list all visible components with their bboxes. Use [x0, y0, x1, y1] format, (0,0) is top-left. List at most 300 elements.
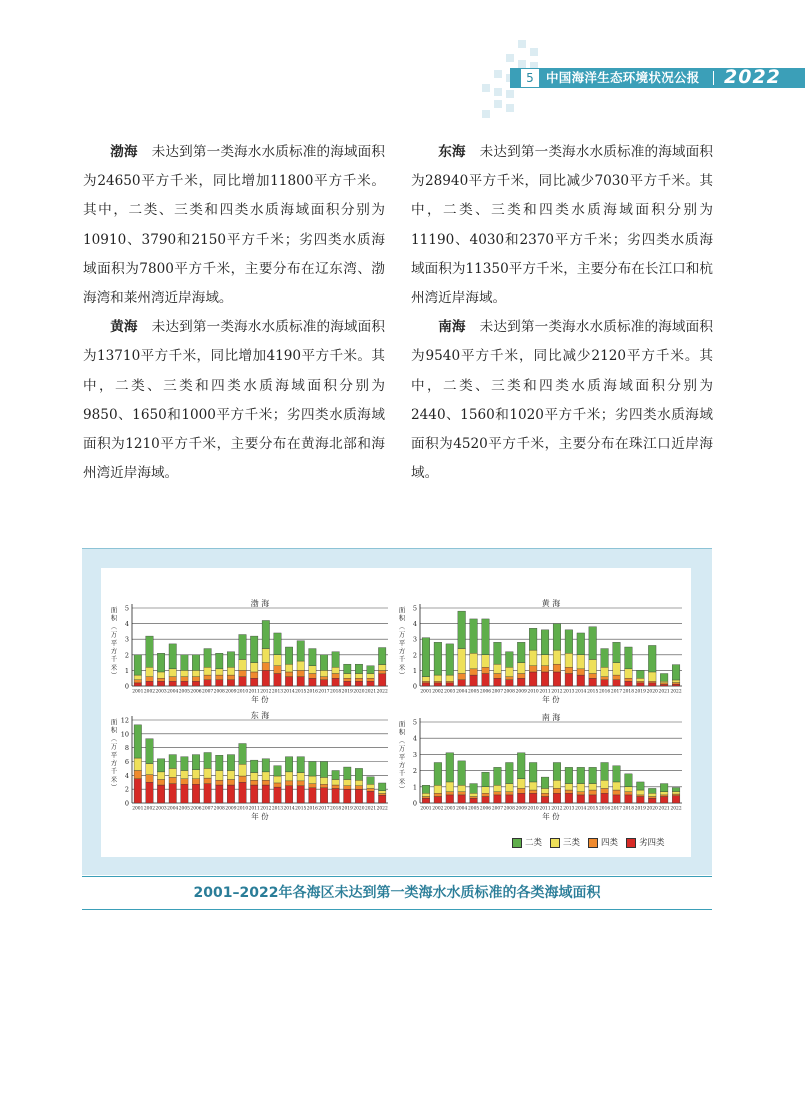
x-tick-label: 2016 — [598, 689, 611, 695]
bar-segment — [332, 779, 339, 785]
bar-segment — [274, 776, 281, 783]
chart-title: 黄 海 — [541, 599, 561, 608]
x-tick-label: 2010 — [527, 806, 539, 812]
x-tick-label: 2005 — [178, 689, 190, 695]
bar-segment — [458, 795, 466, 803]
bar-segment — [239, 670, 246, 676]
bar-segment — [169, 644, 176, 669]
x-tick-label: 2008 — [503, 806, 515, 812]
bar-segment — [309, 649, 316, 666]
bar-segment — [648, 793, 656, 796]
bar-segment — [239, 744, 246, 765]
x-tick-label: 2008 — [213, 806, 225, 812]
bar-segment — [181, 670, 188, 676]
y-tick-label: 3 — [124, 635, 129, 644]
y-axis-label-char: 方 — [398, 647, 406, 655]
y-axis-label-char: 米 — [110, 663, 118, 672]
bar-segment — [434, 675, 442, 681]
bar-segment — [169, 777, 176, 783]
section-heading: 东海 — [438, 144, 466, 160]
y-axis-label-char: 米 — [398, 777, 406, 786]
bar-segment — [320, 762, 327, 778]
x-tick-label: 2014 — [283, 689, 295, 695]
section-heading: 南海 — [438, 319, 466, 336]
bar-segment — [134, 680, 141, 683]
bar-segment — [672, 683, 680, 685]
bar-segment — [422, 785, 430, 793]
bar-segment — [332, 674, 339, 679]
bar-segment — [589, 784, 597, 790]
publication-year: 2022 — [724, 66, 781, 88]
bar-segment — [589, 678, 597, 686]
bar-segment — [250, 663, 257, 672]
bar-segment — [378, 670, 385, 673]
bar-segment — [553, 763, 561, 781]
bar-segment — [344, 789, 351, 803]
bar-segment — [332, 667, 339, 673]
bar-segment — [250, 672, 257, 678]
x-tick-label: 2015 — [587, 689, 599, 695]
bar-segment — [637, 797, 645, 803]
bar-segment — [660, 684, 668, 686]
x-tick-label: 2017 — [318, 806, 330, 812]
chart-title: 东 海 — [250, 711, 270, 720]
bar-segment — [192, 784, 199, 803]
bar-segment — [577, 655, 585, 669]
y-axis-label-char: 积 — [398, 614, 406, 623]
bar-segment — [422, 798, 430, 803]
x-tick-label: 2010 — [236, 806, 249, 812]
chart-title: 渤 海 — [250, 599, 270, 608]
bar-segment — [422, 638, 430, 677]
bar-segment — [250, 780, 257, 785]
x-tick-label: 2011 — [248, 689, 260, 695]
bar-segment — [494, 664, 502, 673]
y-tick-label: 10 — [120, 730, 129, 739]
bar-segment — [239, 635, 246, 660]
bar-segment — [625, 647, 633, 669]
y-axis-label-char: ︵ — [110, 622, 118, 631]
bar-segment — [169, 669, 176, 677]
bar-segment — [506, 652, 514, 668]
y-tick-label: 12 — [120, 716, 129, 725]
x-tick-label: 2009 — [225, 806, 237, 812]
bar-segment — [601, 667, 609, 676]
x-tick-label: 2012 — [260, 689, 272, 695]
bar-segment — [506, 795, 514, 803]
bar-segment — [541, 655, 549, 666]
bar-segment — [378, 795, 385, 803]
bar-segment — [250, 636, 257, 663]
bar-segment — [482, 772, 490, 787]
bar-segment — [589, 674, 597, 679]
bar-segment — [506, 677, 514, 680]
bar-segment — [470, 653, 478, 669]
legend-swatch — [626, 838, 636, 848]
x-tick-label: 2001 — [132, 689, 144, 695]
x-tick-label: 2022 — [670, 806, 682, 812]
x-tick-label: 2006 — [479, 806, 492, 812]
y-axis-label-char: 万 — [110, 630, 118, 639]
bar-segment — [367, 681, 374, 686]
bar-segment — [434, 797, 442, 803]
bar-segment — [553, 664, 561, 672]
bar-segment — [204, 680, 211, 686]
bar-segment — [146, 775, 153, 783]
bar-segment — [192, 779, 199, 785]
x-tick-label: 2006 — [190, 806, 202, 812]
legend-swatch — [512, 838, 522, 848]
bar-segment — [344, 786, 351, 789]
bar-segment — [285, 786, 292, 803]
bar-segment — [181, 757, 188, 771]
bar-segment — [134, 779, 141, 803]
bar-segment — [494, 642, 502, 664]
bar-segment — [470, 797, 478, 799]
x-tick-label: 2016 — [306, 689, 318, 695]
bar-segment — [613, 766, 621, 782]
bar-segment — [601, 763, 609, 781]
y-axis-label-char: 方 — [398, 761, 406, 769]
bar-segment — [601, 788, 609, 793]
section-heading: 渤海 — [110, 144, 138, 160]
bar-segment — [470, 784, 478, 794]
bar-segment — [601, 649, 609, 668]
bar-segment — [285, 664, 292, 672]
bar-segment — [367, 678, 374, 681]
bar-segment — [517, 678, 525, 686]
bar-segment — [262, 620, 269, 648]
bar-segment — [227, 770, 234, 779]
bar-segment — [309, 678, 316, 686]
y-axis-label-char: ︶ — [110, 783, 118, 792]
bar-segment — [446, 753, 454, 782]
x-tick-label: 2005 — [178, 806, 190, 812]
bar-segment — [494, 678, 502, 686]
section-heading: 黄海 — [110, 319, 138, 336]
bar-segment — [506, 792, 514, 795]
bar-segment — [355, 664, 362, 673]
bar-segment — [181, 677, 188, 682]
bar-segment — [470, 793, 478, 796]
bar-segment — [204, 667, 211, 675]
x-tick-label: 2017 — [318, 689, 330, 695]
bar-segment — [297, 641, 304, 661]
bar-segment — [250, 773, 257, 781]
bar-segment — [204, 768, 211, 778]
bar-segment — [470, 669, 478, 675]
x-tick-label: 2006 — [190, 689, 202, 695]
bar-segment — [157, 772, 164, 780]
y-axis-label-char: ︶ — [398, 785, 406, 794]
bar-segment — [506, 667, 514, 676]
y-axis-label-char: 面 — [398, 606, 406, 614]
x-tick-label: 2019 — [634, 689, 646, 695]
bar-segment — [367, 784, 374, 788]
bar-segment — [648, 672, 656, 681]
x-tick-label: 2007 — [202, 806, 214, 812]
x-axis-label: 年 份 — [251, 812, 269, 821]
bar-segment — [565, 630, 573, 653]
bar-segment — [181, 681, 188, 686]
bar-segment — [541, 672, 549, 686]
bar-segment — [589, 795, 597, 803]
bar-segment — [262, 785, 269, 803]
bar-segment — [446, 782, 454, 792]
bar-segment — [625, 792, 633, 795]
bar-segment — [367, 674, 374, 679]
x-tick-label: 2014 — [283, 806, 295, 812]
bar-segment — [355, 786, 362, 789]
bar-segment — [506, 784, 514, 792]
bar-segment — [332, 785, 339, 788]
bar-segment — [355, 678, 362, 681]
y-axis-label-char: ︵ — [398, 622, 406, 631]
bar-segment — [565, 653, 573, 667]
bar-segment — [367, 788, 374, 791]
x-tick-label: 2011 — [248, 806, 260, 812]
y-axis-label-char: 平 — [110, 750, 118, 759]
y-tick-label: 0 — [412, 799, 417, 808]
bar-segment — [517, 663, 525, 674]
bar-segment — [262, 663, 269, 671]
bar-segment — [192, 677, 199, 682]
bar-segment — [227, 652, 234, 668]
y-axis-label-char: 方 — [110, 647, 118, 655]
bar-segment — [355, 768, 362, 780]
bar-segment — [577, 633, 585, 655]
bar-segment — [565, 667, 573, 673]
x-tick-label: 2004 — [456, 806, 468, 812]
y-tick-label: 3 — [412, 635, 417, 644]
bar-segment — [458, 792, 466, 795]
bar-segment — [146, 636, 153, 667]
bar-segment — [285, 781, 292, 786]
y-tick-label: 0 — [412, 682, 417, 691]
bar-segment — [227, 755, 234, 771]
y-axis-label-char: 千 — [398, 655, 406, 664]
bar-segment — [470, 798, 478, 803]
y-axis-label-char: 千 — [110, 655, 118, 664]
bar-segment — [157, 672, 164, 678]
bar-segment — [332, 770, 339, 779]
bar-segment — [613, 795, 621, 803]
bar-segment — [482, 655, 490, 667]
y-tick-label: 8 — [124, 744, 129, 753]
y-axis-label-char: 方 — [110, 759, 118, 767]
bar-segment — [529, 793, 537, 803]
section-text: 未达到第一类海水水质标准的海域面积为24650平方千米，同比增加11800平方千米。其中，二类、三类和四类水质海域面积分别为10910、3790和2150平方千米；劣四类水质海域面积为7800平方千米，主要分布在辽东湾、渤海湾和莱州湾近岸海域。 — [83, 144, 385, 307]
bar-segment — [227, 667, 234, 675]
y-axis-label-char: ︵ — [110, 734, 118, 743]
bar-segment — [216, 653, 223, 669]
bar-segment — [274, 787, 281, 803]
bar-segment — [577, 675, 585, 686]
bar-segment — [274, 655, 281, 666]
y-tick-label: 4 — [124, 620, 129, 629]
x-tick-label: 2004 — [167, 689, 179, 695]
bar-segment — [344, 681, 351, 686]
x-tick-label: 2002 — [432, 806, 444, 812]
y-axis-label-char: 积 — [110, 726, 118, 735]
bar-segment — [529, 790, 537, 793]
bar-segment — [216, 755, 223, 770]
bar-segment — [332, 678, 339, 686]
bar-segment — [204, 753, 211, 769]
x-tick-label: 2001 — [420, 806, 432, 812]
bar-segment — [192, 655, 199, 671]
bar-segment — [344, 779, 351, 785]
bar-segment — [146, 764, 153, 775]
bar-segment — [181, 779, 188, 785]
bar-segment — [494, 795, 502, 803]
figure-legend — [512, 836, 673, 850]
bar-segment — [320, 777, 327, 784]
bar-segment — [553, 793, 561, 803]
bar-segment — [541, 797, 549, 803]
bar-segment — [541, 630, 549, 655]
bar-segment — [648, 683, 656, 686]
bar-segment — [216, 770, 223, 780]
bar-segment — [470, 675, 478, 686]
bar-segment — [529, 650, 537, 666]
bar-segment — [648, 681, 656, 683]
bar-segment — [216, 785, 223, 803]
bar-segment — [274, 633, 281, 655]
bar-segment — [285, 757, 292, 772]
x-tick-label: 2016 — [306, 806, 318, 812]
bar-segment — [506, 763, 514, 784]
y-axis-label-char: 米 — [110, 775, 118, 784]
legend-item — [626, 836, 665, 850]
y-tick-label: 2 — [412, 651, 417, 660]
x-tick-label: 2002 — [143, 806, 156, 812]
bar-segment — [434, 793, 442, 796]
x-tick-label: 2013 — [563, 689, 575, 695]
bar-segment — [517, 788, 525, 793]
bar-segment — [320, 677, 327, 680]
x-axis-label: 年 份 — [542, 812, 560, 821]
bar-segment — [355, 681, 362, 686]
bar-segment — [494, 674, 502, 679]
x-tick-label: 2001 — [132, 806, 144, 812]
page-number: 5 — [520, 68, 540, 88]
bar-segment — [297, 773, 304, 781]
bar-segment — [553, 788, 561, 793]
bar-segment — [446, 792, 454, 795]
x-tick-label: 2001 — [420, 689, 432, 695]
bar-segment — [458, 611, 466, 648]
bar-segment — [434, 785, 442, 793]
bar-segment — [355, 780, 362, 786]
bar-segment — [169, 784, 176, 803]
bar-segment — [422, 683, 430, 686]
x-tick-label: 2002 — [143, 689, 156, 695]
bar-segment — [601, 680, 609, 686]
bar-segment — [613, 675, 621, 680]
bar-segment — [169, 681, 176, 686]
x-axis-label: 年 份 — [251, 695, 269, 704]
x-tick-label: 2018 — [330, 806, 342, 812]
y-tick-label: 2 — [124, 785, 129, 794]
bar-segment — [422, 797, 430, 799]
y-axis-label-char: 万 — [398, 744, 406, 753]
y-tick-label: 0 — [124, 799, 129, 808]
bar-segment — [434, 683, 442, 686]
x-tick-label: 2022 — [376, 806, 388, 812]
section-text: 未达到第一类海水水质标准的海域面积为13710平方千米，同比增加4190平方千米。其中，二类、三类和四类水质海域面积分别为9850、1650和1000平方千米；劣四类水质海域面积为1210平方千米，主要分布在黄海北部和海州湾近岸海域。 — [83, 319, 385, 482]
bar-segment — [565, 784, 573, 790]
bar-segment — [506, 680, 514, 686]
bar-segment — [613, 782, 621, 790]
bar-segment — [309, 776, 316, 784]
legend-item — [512, 836, 542, 850]
x-tick-label: 2010 — [236, 689, 249, 695]
bar-segment — [637, 790, 645, 795]
x-tick-label: 2007 — [491, 806, 504, 812]
bar-segment — [553, 780, 561, 788]
bar-segment — [355, 674, 362, 679]
y-axis-label-char: ︶ — [398, 671, 406, 680]
bar-segment — [672, 796, 680, 803]
bar-segment — [285, 672, 292, 677]
bar-segment — [613, 680, 621, 686]
bar-segment — [378, 794, 385, 796]
bar-segment — [181, 655, 188, 671]
bar-segment — [529, 782, 537, 790]
x-tick-label: 2009 — [225, 689, 237, 695]
bar-segment — [434, 681, 442, 683]
bar-segment — [589, 659, 597, 673]
x-tick-label: 2013 — [271, 806, 284, 812]
bar-segment — [146, 782, 153, 803]
x-tick-label: 2022 — [670, 689, 682, 695]
x-tick-label: 2019 — [341, 806, 353, 812]
bar-segment — [262, 780, 269, 785]
bar-segment — [157, 681, 164, 686]
legend-swatch — [550, 838, 560, 848]
x-tick-label: 2018 — [622, 806, 635, 812]
bar-segment — [134, 758, 141, 770]
bar-segment — [589, 767, 597, 783]
x-tick-label: 2009 — [515, 689, 527, 695]
section-text: 未达到第一类海水水质标准的海域面积为9540平方千米，同比减少2120平方千米。其中，二类、三类和四类水质海域面积分别为2440、1560和1020平方千米；劣四类水质海域面积为4520平方千米，主要分布在珠江口近岸海域。 — [411, 319, 713, 482]
x-tick-label: 2007 — [491, 689, 504, 695]
y-axis-label-char: 千 — [110, 767, 118, 776]
y-axis-label-char: 面 — [398, 720, 406, 728]
bar-segment — [169, 677, 176, 682]
bar-segment — [320, 670, 327, 676]
bar-segment — [482, 674, 490, 686]
bar-segment — [227, 785, 234, 803]
bar-segment — [297, 670, 304, 676]
bar-segment — [482, 793, 490, 796]
y-tick-label: 5 — [124, 604, 129, 613]
bar-segment — [601, 677, 609, 680]
bar-segment — [134, 675, 141, 680]
y-axis-label-char: 万 — [398, 630, 406, 639]
y-axis-label-char: 平 — [398, 638, 406, 647]
bar-segment — [216, 780, 223, 785]
bar-segment — [309, 788, 316, 803]
bar-segment — [517, 753, 525, 779]
y-axis-label-char: 万 — [110, 742, 118, 751]
bar-segment — [458, 680, 466, 686]
bar-segment — [157, 759, 164, 772]
bar-segment — [660, 797, 668, 803]
bar-segment — [470, 619, 478, 653]
x-tick-label: 2005 — [467, 806, 480, 812]
